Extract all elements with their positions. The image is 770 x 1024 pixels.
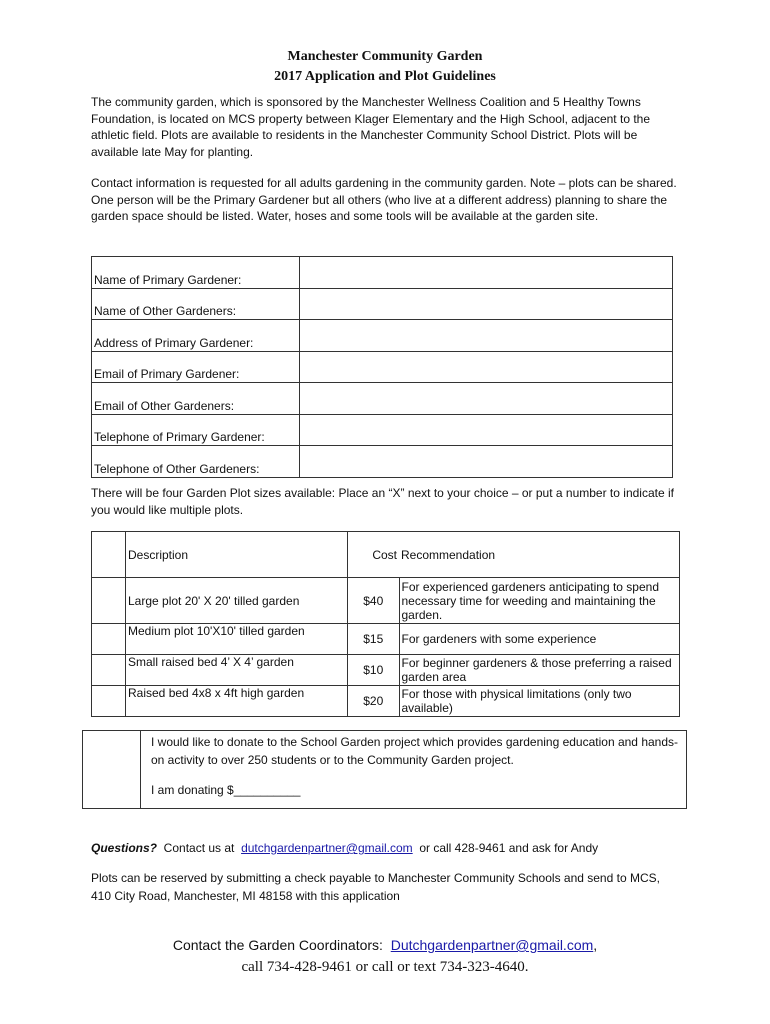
field-label: Email of Primary Gardener:: [92, 351, 300, 383]
plot-recommendation: For gardeners with some experience: [399, 624, 680, 655]
info-row: [92, 288, 673, 320]
field-value[interactable]: [300, 288, 673, 320]
questions-line: [91, 840, 681, 857]
plot-description: Large plot 20' X 20' tilled garden: [126, 578, 348, 624]
plot-cost: $40: [348, 578, 400, 624]
reserve-paragraph: Plots can be reserved by submitting a check payable to Manchester Community Schools and send to MCS, 410 City Road, Manchester, MI 48158 with this application: [91, 871, 660, 903]
info-row: [92, 257, 673, 289]
plot-description: Medium plot 10'X10' tilled garden: [126, 624, 348, 655]
info-row: [92, 446, 673, 478]
questions-label: Questions?: [91, 841, 158, 855]
donation-amount-field[interactable]: I am donating $__________: [151, 783, 301, 797]
plot-cost: $10: [348, 655, 400, 686]
intro-paragraph-2: Contact information is requested for all adults gardening in the community garden. Note – plots can be shared. One person will be the Primary Gardener but all others (who live at a different address) planning to share the garden space should be listed. Water, hoses and some tools will be available at the garden site.: [91, 176, 677, 223]
field-value[interactable]: [300, 446, 673, 478]
field-value[interactable]: [300, 414, 673, 446]
questions-text-before: Contact us at: [157, 841, 242, 855]
questions-text-after: or call 428-9461 and ask for Andy: [412, 841, 599, 855]
footer-phone-line: call 734-428-9461 or call or text 734-323-4640.: [241, 959, 529, 975]
plot-recommendation: For experienced gardeners anticipating to spend necessary time for weeding and maintaining the garden.: [399, 578, 680, 624]
footer-suffix: ,: [593, 937, 598, 953]
plots-intro: There will be four Garden Plot sizes available: Place an “X” next to your choice – or put a number to indicate if you would like multiple plots.: [91, 486, 674, 517]
plot-row: [92, 686, 680, 717]
footer-email-link[interactable]: Dutchgardenpartner@gmail.com: [390, 937, 594, 953]
info-row: [92, 351, 673, 383]
plot-description: Small raised bed 4’ X 4’ garden: [126, 655, 348, 686]
choice-header: [92, 532, 126, 578]
header-cost: Cost: [348, 532, 400, 578]
field-value[interactable]: [300, 320, 673, 352]
donation-check-cell[interactable]: [83, 731, 141, 809]
plot-cost: $15: [348, 624, 400, 655]
questions-email-link[interactable]: dutchgardenpartner@gmail.com: [241, 841, 413, 855]
intro-paragraph-1: The community garden, which is sponsored by the Manchester Wellness Coalition and 5 Healthy Towns Foundation, is located on MCS property between Klager Elementary and the High School, adjacent to the athletic field. Plots are available to residents in the Manchester Community School District. Plots will be available late May for planting.: [91, 95, 651, 159]
donation-table: [82, 730, 687, 809]
footer-contact-line: [0, 937, 770, 953]
header-recommendation: Recommendation: [399, 532, 680, 578]
plot-choice-cell[interactable]: [92, 686, 126, 717]
gardener-info-table: [91, 256, 673, 478]
field-label: Email of Other Gardeners:: [92, 383, 300, 415]
field-label: Telephone of Primary Gardener:: [92, 414, 300, 446]
header-description: Description: [126, 532, 348, 578]
field-label: Name of Primary Gardener:: [92, 257, 300, 289]
info-row: [92, 320, 673, 352]
field-label: Telephone of Other Gardeners:: [92, 446, 300, 478]
plot-recommendation: For those with physical limitations (only two available): [399, 686, 680, 717]
plot-description: Raised bed 4x8 x 4ft high garden: [126, 686, 348, 717]
field-value[interactable]: [300, 383, 673, 415]
plot-cost: $20: [348, 686, 400, 717]
field-label: Address of Primary Gardener:: [92, 320, 300, 352]
document-subtitle: 2017 Application and Plot Guidelines: [274, 69, 496, 84]
field-value[interactable]: [300, 351, 673, 383]
donation-content: [141, 731, 687, 809]
field-label: Name of Other Gardeners:: [92, 288, 300, 320]
document-title: Manchester Community Garden: [287, 49, 483, 64]
info-row: [92, 383, 673, 415]
plot-choice-cell[interactable]: [92, 578, 126, 624]
plot-recommendation: For beginner gardeners & those preferring a raised garden area: [399, 655, 680, 686]
plot-row: [92, 655, 680, 686]
donation-text: I would like to donate to the School Garden project which provides gardening education and hands-on activity to over 250 students or to the Community Garden project.: [151, 735, 679, 767]
plot-row: [92, 624, 680, 655]
field-value[interactable]: [300, 257, 673, 289]
plot-choice-cell[interactable]: [92, 655, 126, 686]
info-row: [92, 414, 673, 446]
plot-choice-cell[interactable]: [92, 624, 126, 655]
plot-header-row: [92, 532, 680, 578]
footer-prefix: Contact the Garden Coordinators:: [172, 937, 391, 953]
plot-table: [91, 531, 680, 717]
plot-row: [92, 578, 680, 624]
